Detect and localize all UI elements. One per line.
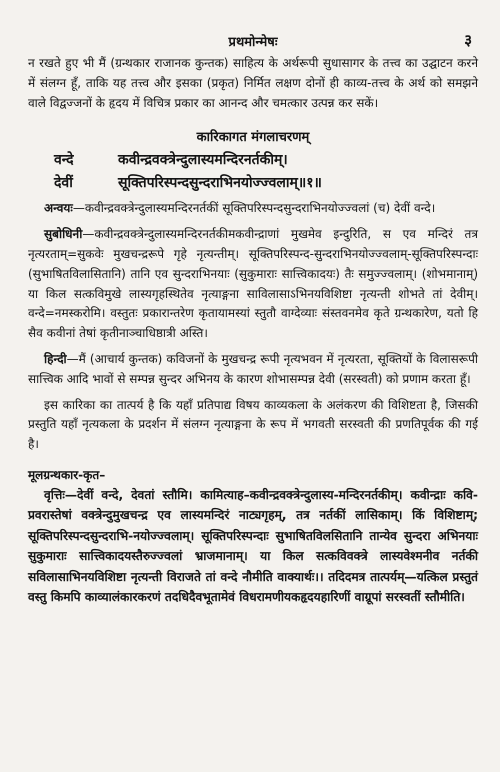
verse-line-2 <box>54 172 478 195</box>
verse-line-2-text: सूक्तिपरिस्पन्दसुन्दराभिनयोज्ज्वलाम्॥१॥ <box>118 175 322 192</box>
verse-line-1-word: वन्दे <box>54 152 74 169</box>
commentary-paragraph: इस कारिका का तात्पर्य है कि यहाँ प्रतिपाद्य विषय काव्यकला के अलंकरण की विशिष्टता है, जिसकी प्रस्तुति यहाँ नृत्यकला के प्रदर्शन में संलग्न नृत्याङ्गना के रूप में भगवती सरस्वती की प्रणतिपूर्वक की गई है। <box>28 397 478 452</box>
hindi-paragraph <box>28 350 478 390</box>
subodhini-label: सुबोधिनी <box>44 227 83 242</box>
verse-line-1 <box>54 149 478 172</box>
page-header <box>28 30 478 54</box>
anvaya-text: —कवीन्द्रवक्त्रेन्दुलास्यमन्दिरनर्तकीं सूक्तिपरिस्पन्दसुन्दराभिनयोज्ज्वलां (च) देवीं वन्दे। <box>72 201 436 216</box>
anvaya-paragraph <box>28 199 478 219</box>
subodhini-text: —कवीन्द्रवक्त्रेन्दुलास्यमन्दिरनर्तकीमकवीन्द्राणां मुखमेव इन्दुरिति, स एव मन्दिरं तत्र नृत्यरताम्=सुकवेः मुखचन्द्ररूपे गृहे नृत्यन्तीम्। सूक्तिपरिस्पन्द-सुन्दराभिनयोज्ज्वलाम्-सूक्तिपरिस्पन्दाः (सुभाषितविलासितानि) तानि एव सुन्दराभिनयाः (सुकुमाराः सात्त्विकादयः) तैः समुज्ज्वलाम्। (शोभमानाम्) या किल सत्कविमुखे लास्यगृहस्थितेव नृत्याङ्गना साविलासाऽभिनयविशिष्टा नृत्यन्ती शोभते तां देवीम्। वन्दे=नमस्करोमि। वस्तुतः प्रकारान्तरेण कृतायामस्यां स्तुतौ वाग्देव्याः संस्तवनमेव कृते ग्रन्थकारेण, यतो हि सैव कवीनां तेषां कृतीनाञ्चाधिष्ठात्री अस्ति। <box>28 227 478 341</box>
intro-paragraph: न रखते हुए भी मैं (ग्रन्थकार राजानक कुन्तक) साहित्य के अर्थरूपी सुधासागर के तत्त्व का उद्घाटन करने में संलग्न हूँ, ताकि यह तत्त्व और इसका (प्रकृत) निर्मित लक्षण दोनों ही काव्य-तत्त्व के अर्थ को समझने वाले विद्वज्जनों के हृदय में विचित्र प्रकार का आनन्द और चमत्कार उत्पन्न कर सकें। <box>28 56 478 110</box>
page-number: ३ <box>464 31 472 49</box>
hindi-label: हिन्दी <box>44 351 67 366</box>
verse-block <box>28 149 478 195</box>
subodhini-paragraph <box>28 225 478 344</box>
mula-heading: मूलग्रन्थकार-कृत– <box>28 467 106 482</box>
anvaya-label: अन्वयः <box>44 201 73 216</box>
running-head: प्रथमोन्मेषः <box>228 35 278 50</box>
verse-line-1-text: कवीन्द्रवक्त्रेन्दुलास्यमन्दिरनर्तकीम्। <box>118 152 288 169</box>
karika-heading: कारिकागत मंगलाचरणम् <box>196 130 310 146</box>
vrtti-paragraph: वृत्तिः—देवीं वन्दे, देवतां स्तौमि। कामित्याह–कवीन्द्रवक्त्रेन्दुलास्य-मन्दिरनर्तकीम्। कवीन्द्राः कवि-प्रवरास्तेषां वक्त्रेन्दुमुखचन्द्र एव लास्यमन्दिरं नाट्यगृहम्, तत्र नर्तकीं लासिकाम्। किं विशिष्टाम्; सूक्तिपरिस्पन्दसुन्दराभि-नयोज्ज्वलाम्। सूक्तिपरिस्पन्दाः सुभाषितविलसितानि तान्येव सुन्दरा अभिनयाः सुकुमाराः सात्त्विकादयस्तैरुज्ज्वलां भ्राजमानाम्। या किल सत्कविवक्त्रे लास्यवेश्मनीव नर्तकी सविलासाभिनयविशिष्टा नृत्यन्ती विराजते तां वन्दे नौमीति वाक्यार्थः।। तदिदमत्र तात्पर्यम्—यत्किल प्रस्तुतं वस्तु किमपि काव्यालंकारकरणं तदधिदैवभूतामेवं विधरामणीयकहृदयहारिणीं वाग्रूपां सरस्वतीं स्तौमीति। <box>28 487 478 605</box>
verse-line-2-word: देवीं <box>54 175 73 192</box>
hindi-text: —मैं (आचार्य कुन्तक) कविजनों के मुखचन्द्र रूपी नृत्यभवन में नृत्यरता, सूक्तियों के विलासरूपी सात्त्विक आदि भावों से सम्पन्न सुन्दर अभिनय के कारण शोभासम्पन्न देवी (सरस्वती) को प्रणाम करता हूँ। <box>28 351 478 386</box>
